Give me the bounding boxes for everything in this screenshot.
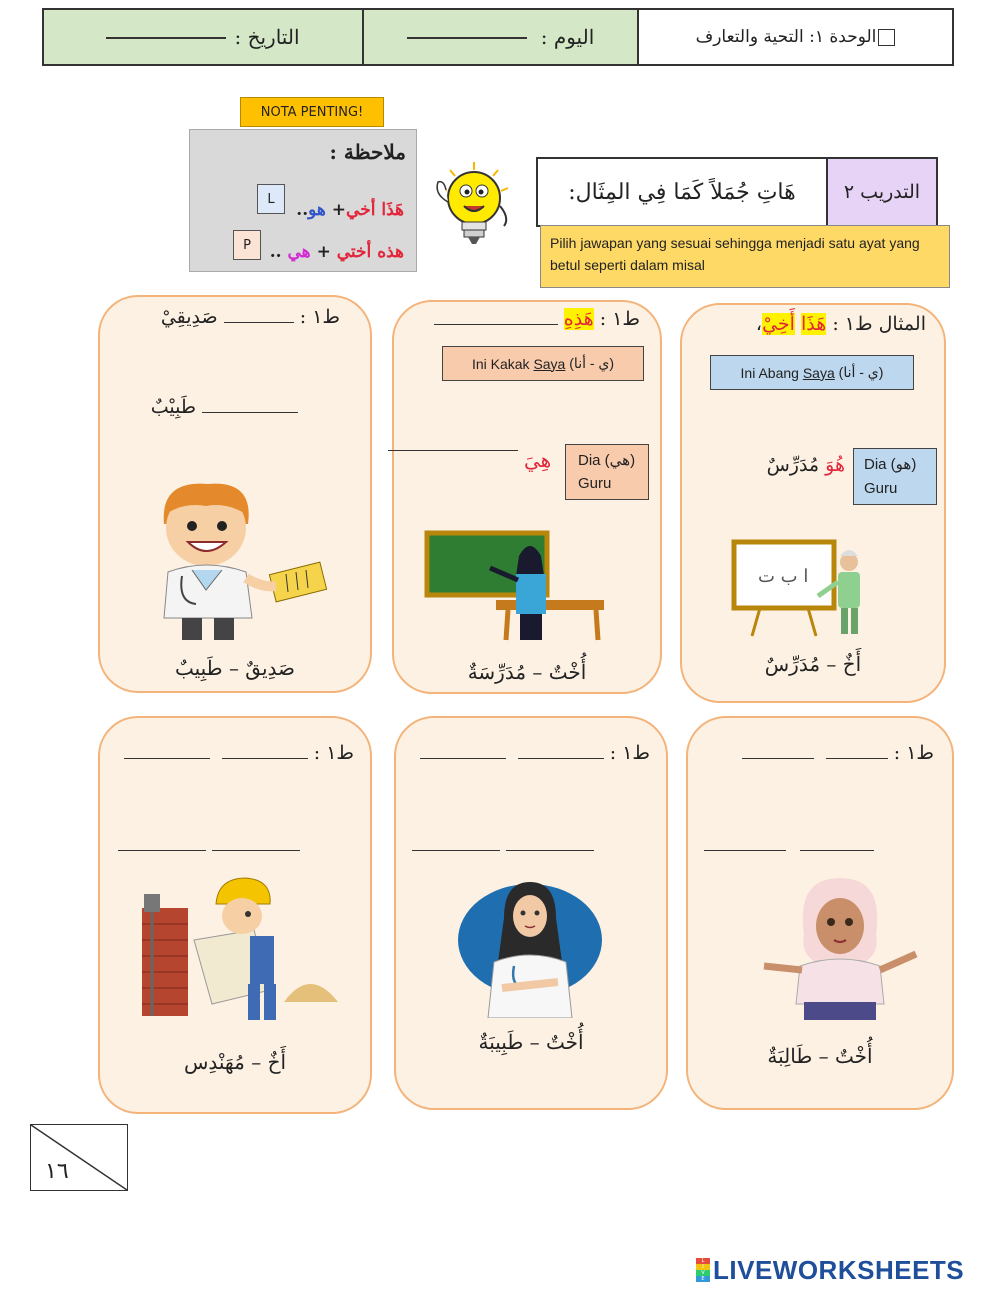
card2-gloss-saya: Saya [533,355,566,372]
note-line-1 [296,200,404,220]
whiteboard-text: ا ب ت [758,566,809,587]
card3-heading [112,306,340,328]
brand-icon: L I V E [696,1258,710,1282]
card2-blank-1[interactable] [434,324,558,325]
note-he: هو [308,200,326,220]
card6-heading [112,742,354,764]
note-this-f: هذه [377,242,404,262]
female-doctor-image [458,878,602,1018]
brand-logo[interactable] [696,1256,964,1284]
tag-p: P [233,230,261,260]
card4-blank-3[interactable] [704,850,786,851]
card2-caption: أُخْتٌ – مُدَرِّسَةٌ [467,660,587,684]
example-caption: أَخٌ – مُدَرِّسٌ [764,652,862,676]
unit-title: الوحدة ١: التحية والتعارف [695,27,877,47]
teacher-whiteboard-image [730,538,870,638]
card6-blank-2[interactable] [124,758,210,759]
student-girl-image [756,874,926,1024]
note-dots-1: .. [296,200,309,220]
exercise-label: التدريب ٢ [843,181,921,203]
tag-l: L [257,184,285,214]
card2-heading [412,308,640,330]
card5-caption: أُخْتٌ – طَبِيبَةٌ [478,1030,584,1054]
header-table [42,8,954,66]
note-this-m: هَذَا [381,200,404,220]
page-number: ١٦ [45,1159,69,1184]
date-label: التاريخ : [234,25,300,49]
page-number-box [30,1124,128,1191]
doctor-image [136,478,336,640]
card6-blank-4[interactable] [212,850,300,851]
card4-heading [700,742,934,764]
day-blank[interactable] [407,36,527,39]
card2-gloss-box [442,346,644,381]
card6-num: ط١ : [313,742,354,764]
card3-num: ط١ : [299,306,340,328]
example-label: المثال [878,313,926,335]
card3-line2-word: طَبِيْبٌ [150,396,196,418]
exercise-instruction-ar: هَاتِ جُمَلاً كَمَا فِي المِثَال: [568,179,796,205]
card5-blank-1[interactable] [518,758,604,759]
example-job-word: مُدَرِّسٌ [766,454,820,476]
card2-dia-box: Dia (هي) Guru [565,444,649,500]
exercise-label-cell [828,159,936,225]
note-my-sister: أختي [336,242,372,262]
exercise-instruction-cell [538,159,828,225]
note-plus-1: + [331,200,347,220]
note-plus-2: + [316,242,331,262]
day-label: اليوم : [540,25,595,49]
brand-text: LIVEWORKSHEETS [713,1254,965,1285]
example-gloss: Ini Abang [740,364,799,381]
card6-blank-3[interactable] [118,850,206,851]
card4-blank-2[interactable] [742,758,814,759]
card2-gloss-ar: (ي - أنا) [569,355,615,371]
note-line-2 [270,242,404,262]
example-num: ط١ : [832,313,873,335]
example-gloss-ar: (ي - أنا) [838,364,884,380]
note-she: هي [287,242,311,262]
card6-caption: أَخٌ – مُهَنْدِس [183,1050,287,1074]
example-dia-box: Dia (هو) Guru [853,448,937,505]
unit-checkbox[interactable] [878,29,895,46]
exercise-header [536,157,938,227]
lightbulb-icon [420,158,528,250]
example-sentence-2 [750,454,845,476]
example-word-brother: أَخِيْ [762,313,795,335]
card2-num: ط١ : [599,308,640,330]
card2-blank-2[interactable] [388,450,518,451]
card3-head-word: صَدِيقِيْ [160,306,218,328]
card5-blank-3[interactable] [412,850,500,851]
card5-blank-4[interactable] [506,850,594,851]
nota-penting-badge: NOTA PENTING! [240,97,384,127]
date-cell [44,10,364,64]
card4-blank-1[interactable] [826,758,888,759]
card3-blank-1[interactable] [224,322,294,323]
example-comma: ، [755,313,763,335]
example-gloss-box [710,355,914,390]
female-teacher-image [424,530,608,642]
card4-caption: أُخْتٌ – طَالِبَةٌ [767,1044,873,1068]
card3-line-2 [128,396,298,418]
card6-blank-1[interactable] [222,758,308,759]
exercise-instruction-ms: Pilih jawapan yang sesuai sehingga menjadi satu ayat yang betul seperti dalam misal [540,225,950,288]
example-word-this: هَذَا [800,313,827,335]
card2-she-word: هِيَ [524,448,552,472]
card5-blank-2[interactable] [420,758,506,759]
note-my-brother: أخي [346,200,376,220]
unit-cell [639,10,952,64]
card3-caption: صَدِيقٌ – طَبِيبٌ [174,656,296,680]
card2-gloss: Ini Kakak [471,355,530,372]
card4-blank-4[interactable] [800,850,874,851]
example-he-word: هُوَ [825,454,845,476]
example-heading [690,313,926,335]
card5-heading [408,742,650,764]
engineer-image [134,874,338,1028]
card4-num: ط١ : [893,742,934,764]
example-gloss-saya: Saya [802,364,835,381]
date-blank[interactable] [106,36,226,39]
card2-word-this: هَذِهِ [563,308,594,330]
note-box [189,129,417,272]
note-dots-2: .. [269,242,282,262]
day-cell [364,10,639,64]
card5-num: ط١ : [609,742,650,764]
note-title: ملاحظة : [329,140,406,164]
card3-blank-2[interactable] [202,412,298,413]
